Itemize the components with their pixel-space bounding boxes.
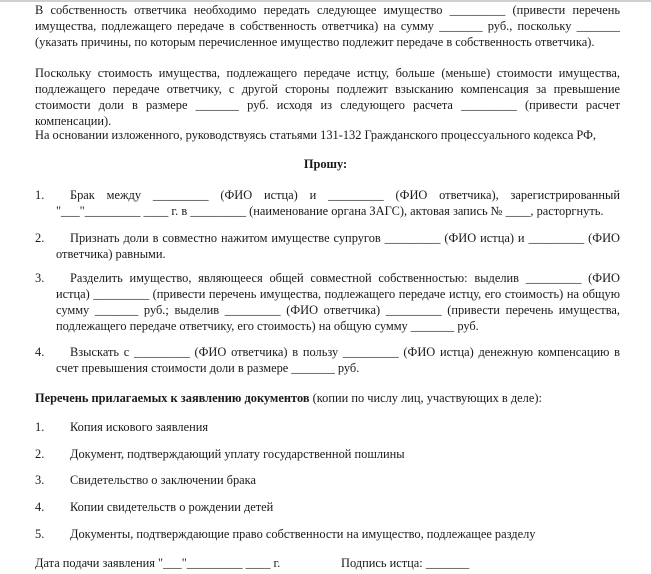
paragraph-property-to-defendant: В собственность ответчика необходимо передать следующее имущество _________ (привести перечень имущества, подлежащего передаче в собственность ответчика) на сумму _______ руб., поскольку _______ (указать причины, по которым перечисленное имущество подлежит передаче в собственность ответчика). <box>35 3 620 49</box>
document-item: Копии свидетельств о рождении детей <box>70 500 274 514</box>
document-number: 3. <box>35 473 45 487</box>
paragraph-compensation: Поскольку стоимость имущества, подлежащего передаче истцу, больше (меньше) стоимости имущества, подлежащего передаче ответчику, с другой стороны подлежит взысканию компенсация за превышение стоимости доли в размере _______ руб. исходя из следующего расчета _________ (привести расчет компенсации). <box>35 66 620 128</box>
document-number: 1. <box>35 420 45 434</box>
document-item: Копия искового заявления <box>70 420 209 434</box>
request-item-divorce: Брак между _________ (ФИО истца) и _________ (ФИО ответчика), зарегистрированный "___"_________ ____ г. в _________ (наименование органа ЗАГС), актовая запись № ____, расторгнуть. <box>56 188 620 218</box>
document-number: 2. <box>35 447 45 461</box>
document-item: Документ, подтверждающий уплату государственной пошлины <box>70 447 405 461</box>
document-number: 4. <box>35 500 45 514</box>
request-number: 1. <box>35 188 45 202</box>
document-item: Свидетельство о заключении брака <box>70 473 256 487</box>
request-item-compensation: Взыскать с _________ (ФИО ответчика) в пользу _________ (ФИО истца) денежную компенсацию в счет превышения стоимости доли в размере _______ руб. <box>56 345 620 375</box>
request-number: 3. <box>35 271 45 285</box>
document-item: Документы, подтверждающие право собственности на имущество, подлежащее разделу <box>70 527 536 541</box>
request-item-equal-shares: Признать доли в совместно нажитом имуществе супругов _________ (ФИО истца) и _________ (ФИО ответчика) равными. <box>56 231 620 261</box>
request-number: 4. <box>35 345 45 359</box>
document-number: 5. <box>35 527 45 541</box>
request-number: 2. <box>35 231 45 245</box>
request-heading: Прошу: <box>303 157 348 171</box>
documents-heading: Перечень прилагаемых к заявлению документов (копии по числу лиц, участвующих в деле): <box>35 391 542 405</box>
plaintiff-signature: Подпись истца: _______ <box>341 556 470 570</box>
request-item-divide-property: Разделить имущество, являющееся общей совместной собственностью: выделив _________ (ФИО истца) _________ (привести перечень имущества, подлежащего передаче истцу, его стоимость) на общую сумму _______ руб.; выделив _________ (ФИО ответчика) _________ (привести перечень имущества, подлежащего передаче ответчику, его стоимость) на общую сумму _______ руб. <box>56 271 620 333</box>
filing-date: Дата подачи заявления "___"_________ ____ г. <box>35 556 281 570</box>
paragraph-legal-basis: На основании изложенного, руководствуясь статьями 131-132 Гражданского процессуального кодекса РФ, <box>35 128 596 142</box>
